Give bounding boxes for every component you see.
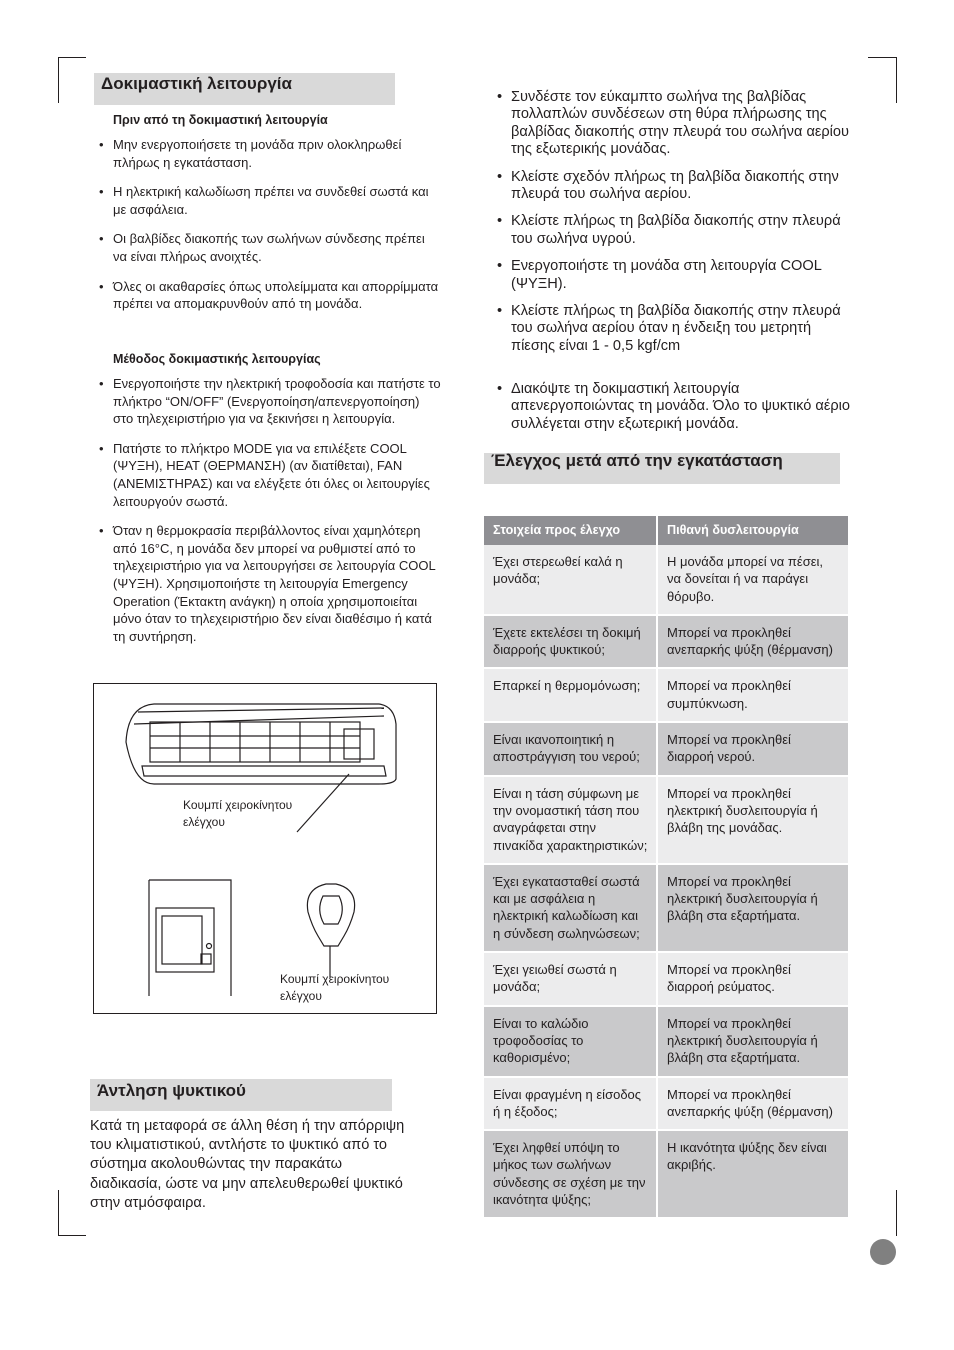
- table-cell: Είναι η τάση σύμφωνη με την ονομαστική τάση που αναγράφεται στην πινακίδα χαρακτηριστικών;: [484, 776, 657, 864]
- table-cell: Είναι ικανοποιητική η αποστράγγιση του νερού;: [484, 722, 657, 776]
- manual-button-figure: [93, 683, 437, 1014]
- table-row: [484, 776, 848, 864]
- crop-mark: [868, 57, 896, 58]
- table-cell: Μπορεί να προκληθεί ηλεκτρική δυσλειτουργία ή βλάβη στα εξαρτήματα.: [657, 864, 848, 952]
- table-row: [484, 545, 848, 615]
- table-cell: Η ικανότητα ψύξης δεν είναι ακριβής.: [657, 1130, 848, 1218]
- table-cell: Είναι φραγμένη η είσοδος ή η έξοδος;: [484, 1077, 657, 1131]
- table-row: [484, 952, 848, 1006]
- crop-mark: [58, 1235, 86, 1236]
- table-cell: Μπορεί να προκληθεί διαρροή νερού.: [657, 722, 848, 776]
- table-cell: Μπορεί να προκληθεί διαρροή ρεύματος.: [657, 952, 848, 1006]
- list-item: • Όλες οι ακαθαρσίες όπως υπολείμματα και απορρίμματα πρέπει να απομακρυνθούν από τη μονάδα.: [99, 278, 439, 313]
- table-cell: Είναι το καλώδιο τροφοδοσίας το καθορισμένο;: [484, 1006, 657, 1077]
- list-item: • Ενεργοποιήστε τη μονάδα στη λειτουργία COOL (ΨΥΞΗ).: [497, 258, 855, 293]
- list-item: • Κλείστε σχεδόν πλήρως τη βαλβίδα διακοπής στην πλευρά του σωλήνα αερίου.: [497, 169, 855, 204]
- list-item: • Κλείστε πλήρως τη βαλβίδα διακοπής στην πλευρά του σωλήνα υγρού.: [497, 213, 855, 248]
- table-cell: Έχει στερεωθεί καλά η μονάδα;: [484, 545, 657, 615]
- table-cell: Μπορεί να προκληθεί ηλεκτρική δυσλειτουργία ή βλάβη στα εξαρτήματα.: [657, 1006, 848, 1077]
- list-item: • Ενεργοποιήστε την ηλεκτρική τροφοδοσία και πατήστε το πλήκτρο “ON/OFF” (Ενεργοποίηση/απενεργοποίηση) στο τηλεχειριστήριο για να ξεκινήσει η λειτουργία.: [99, 375, 443, 428]
- table-cell: Μπορεί να προκληθεί ηλεκτρική δυσλειτουργία ή βλάβη της μονάδας.: [657, 776, 848, 864]
- table-cell: Έχει εγκατασταθεί σωστά και με ασφάλεια η ηλεκτρική καλωδίωση και η σύνδεση σωληνώσεων;: [484, 864, 657, 952]
- pump-down-intro: Κατά τη μεταφορά σε άλλη θέση ή την απόρριψη του κλιματιστικού, αντλήστε το ψυκτικό από το σύστημα ακολουθώντας την παρακάτω διαδικασία, ώστε να μην απελευθερωθεί ψυκτικό στην ατμόσφαιρα.: [90, 1118, 405, 1211]
- pump-down-final-step: [497, 381, 855, 443]
- before-test-subheading: Πριν από τη δοκιμαστική λειτουργία: [113, 113, 328, 127]
- table-cell: Έχετε εκτελέσει τη δοκιμή διαρροής ψυκτικού;: [484, 615, 657, 669]
- table-row: [484, 722, 848, 776]
- page-number-marker: [870, 1239, 896, 1265]
- table-cell: Έχει ληφθεί υπόψη το μήκος των σωλήνων σύνδεσης σε σχέση με την ικανότητα ψύξης;: [484, 1130, 657, 1218]
- list-item: • Πατήστε το πλήκτρο MODE για να επιλέξετε COOL (ΨΥΞΗ), HEAT (ΘΕΡΜΑΝΣΗ) (αν διατίθεται), FAN (ΑΝΕΜΙΣΤΗΡΑΣ) και να ελέγξετε ότι όλες οι λειτουργίες λειτουργούν σωστά.: [99, 440, 443, 510]
- table-cell: Επαρκεί η θερμομόνωση;: [484, 668, 657, 722]
- crop-mark: [58, 57, 86, 58]
- list-item: • Μην ενεργοποιήσετε τη μονάδα πριν ολοκληρωθεί πλήρως η εγκατάσταση.: [99, 136, 439, 171]
- table-cell: Η μονάδα μπορεί να πέσει, να δονείται ή να παράγει θόρυβο.: [657, 545, 848, 615]
- table-cell: Μπορεί να προκληθεί ανεπαρκής ψύξη (θέρμανση): [657, 615, 848, 669]
- method-subheading: Μέθοδος δοκιμαστικής λειτουργίας: [113, 352, 321, 366]
- list-item: • Κλείστε πλήρως τη βαλβίδα διακοπής στην πλευρά του σωλήνα αερίου όταν η ένδειξη του μετρητή πίεσης είναι 1 - 0,5 kgf/cm: [497, 303, 855, 355]
- manual-button-label: Κουμπί χειροκίνητου ελέγχου: [183, 798, 293, 829]
- list-item: • Συνδέστε τον εύκαμπτο σωλήνα της βαλβίδας πολλαπλών συνδέσεων στη θύρα πλήρωσης της βαλβίδας διακοπής στην πλευρά του σωλήνα αερίου της εξωτερικής μονάδας.: [497, 89, 855, 159]
- crop-mark: [58, 57, 59, 103]
- table-cell: Μπορεί να προκληθεί ανεπαρκής ψύξη (θέρμανση): [657, 1077, 848, 1131]
- post-install-check-heading: Έλεγχος μετά από την εγκατάσταση: [484, 453, 840, 484]
- pump-down-heading: Άντληση ψυκτικού: [90, 1079, 392, 1111]
- post-install-check-table: [484, 516, 848, 1219]
- method-list: [99, 375, 443, 657]
- table-header: Στοιχεία προς έλεγχο: [484, 516, 657, 545]
- manual-button-label: Κουμπί χειροκίνητου ελέγχου: [280, 972, 390, 1003]
- table-cell: Μπορεί να προκληθεί συμπύκνωση.: [657, 668, 848, 722]
- list-item: • Όταν η θερμοκρασία περιβάλλοντος είναι χαμηλότερη από 16°C, η μονάδα δεν μπορεί να ρυθμιστεί από το τηλεχειριστήριο για να λειτουργήσει σε λειτουργία COOL (ΨΥΞΗ). Χρησιμοποιήστε τη λειτουργία Emergency Operation (Έκτακτη ανάγκη) η οποία χρησιμοποιείται μόνο όταν το τηλεχειριστήριο δεν είναι διαθέσιμο ή κατά τη συντήρηση.: [99, 522, 443, 645]
- list-item: • Διακόψτε τη δοκιμαστική λειτουργία απενεργοποιώντας τη μονάδα. Όλο το ψυκτικό αέριο συλλέγεται στην εξωτερική μονάδα.: [497, 381, 855, 433]
- table-cell: Έχει γειωθεί σωστά η μονάδα;: [484, 952, 657, 1006]
- indoor-unit-illustration: [94, 684, 436, 1013]
- pump-down-steps: [497, 89, 855, 365]
- table-row: [484, 1006, 848, 1077]
- table-row: [484, 615, 848, 669]
- test-run-heading: Δοκιμαστική λειτουργία: [94, 73, 395, 105]
- table-header: Πιθανή δυσλειτουργία: [657, 516, 848, 545]
- table-row: [484, 1130, 848, 1218]
- crop-mark: [896, 57, 897, 103]
- list-item: • Η ηλεκτρική καλωδίωση πρέπει να συνδεθεί σωστά και με ασφάλεια.: [99, 183, 439, 218]
- crop-mark: [896, 1190, 897, 1236]
- before-test-list: [99, 136, 439, 325]
- list-item: • Οι βαλβίδες διακοπής των σωλήνων σύνδεσης πρέπει να είναι πλήρως ανοιχτές.: [99, 230, 439, 265]
- table-row: [484, 668, 848, 722]
- table-row: [484, 1077, 848, 1131]
- table-row: [484, 864, 848, 952]
- crop-mark: [58, 1190, 59, 1236]
